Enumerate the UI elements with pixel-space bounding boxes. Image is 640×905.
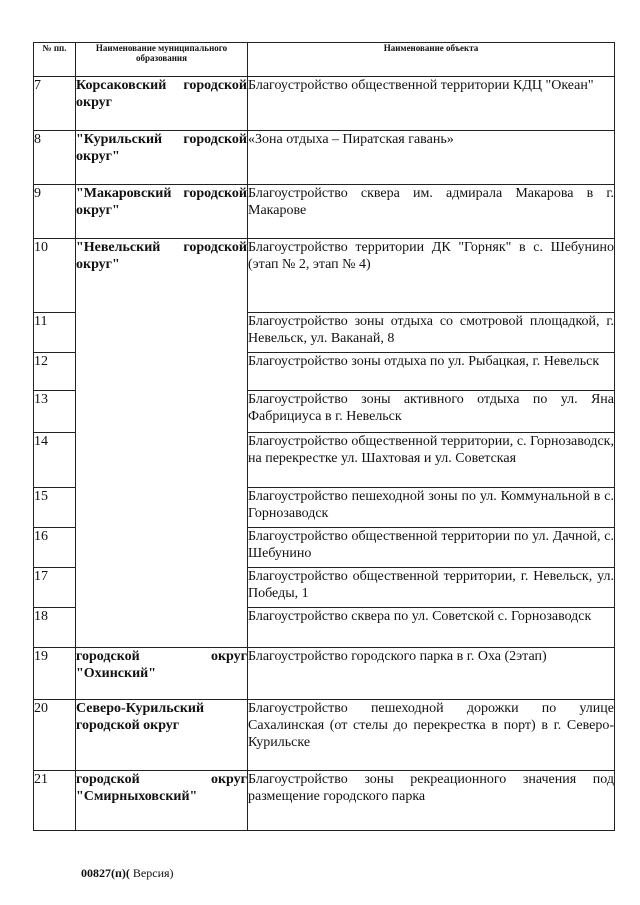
row-number: 18 [34,608,76,648]
row-object: Благоустройство сквера им. адмирала Макарова в г. Макарове [248,185,615,239]
row-municipality: городской округ "Охинский" [76,648,248,700]
row-number: 20 [34,700,76,771]
row-number: 21 [34,771,76,831]
row-object: Благоустройство общественной территории, с. Горнозаводск, на перекрестке ул. Шахтовая и ул. Советская [248,433,615,488]
row-object: Благоустройство зоны отдыха по ул. Рыбацкая, г. Невельск [248,353,615,391]
header-municipality: Наименование муниципального образования [76,43,248,77]
row-number: 7 [34,77,76,131]
row-object: Благоустройство общественной территории, г. Невельск, ул. Победы, 1 [248,568,615,608]
row-object: Благоустройство территории ДК "Горняк" в с. Шебунино (этап № 2, этап № 4) [248,239,615,313]
row-object: Благоустройство общественной территории по ул. Дачной, с. Шебунино [248,528,615,568]
table-row [34,700,615,771]
row-number: 9 [34,185,76,239]
row-municipality: Северо-Курильский городской округ [76,700,248,771]
document-footer [81,866,174,881]
row-object: Благоустройство зоны активного отдыха по ул. Яна Фабрициуса в г. Невельск [248,391,615,433]
table-row [34,185,615,239]
row-number: 8 [34,131,76,185]
row-object: Благоустройство пешеходной зоны по ул. Коммунальной в с. Горнозаводск [248,488,615,528]
row-object: Благоустройство общественной территории КДЦ "Океан" [248,77,615,131]
document-version: Версия) [129,866,174,880]
row-number: 15 [34,488,76,528]
row-number: 17 [34,568,76,608]
row-municipality: городской округ "Смирныховский" [76,771,248,831]
row-number: 11 [34,313,76,353]
document-code: 00827(п)( [81,866,130,880]
table-row [34,239,615,313]
row-object: «Зона отдыха – Пиратская гавань» [248,131,615,185]
row-municipality: "Курильский городской округ" [76,131,248,185]
row-object: Благоустройство зоны рекреационного значения под размещение городского парка [248,771,615,831]
header-number: № пп. [34,43,76,77]
row-number: 12 [34,353,76,391]
row-municipality: "Невельский городской округ" [76,239,248,648]
row-object: Благоустройство сквера по ул. Советской с. Горнозаводск [248,608,615,648]
header-object: Наименование объекта [248,43,615,77]
row-municipality: Корсаковский городской округ [76,77,248,131]
row-municipality: "Макаровский городской округ" [76,185,248,239]
row-number: 14 [34,433,76,488]
table-row [34,77,615,131]
row-number: 19 [34,648,76,700]
table-row [34,648,615,700]
row-object: Благоустройство зоны отдыха со смотровой площадкой, г. Невельск, ул. Ваканай, 8 [248,313,615,353]
table-row [34,131,615,185]
objects-table [33,42,615,831]
row-number: 13 [34,391,76,433]
row-object: Благоустройство городского парка в г. Оха (2этап) [248,648,615,700]
row-number: 16 [34,528,76,568]
row-object: Благоустройство пешеходной дорожки по улице Сахалинская (от стелы до перекрестка в порт) в г. Северо-Курильске [248,700,615,771]
table-header-row [34,43,615,77]
row-number: 10 [34,239,76,313]
table-row [34,771,615,831]
